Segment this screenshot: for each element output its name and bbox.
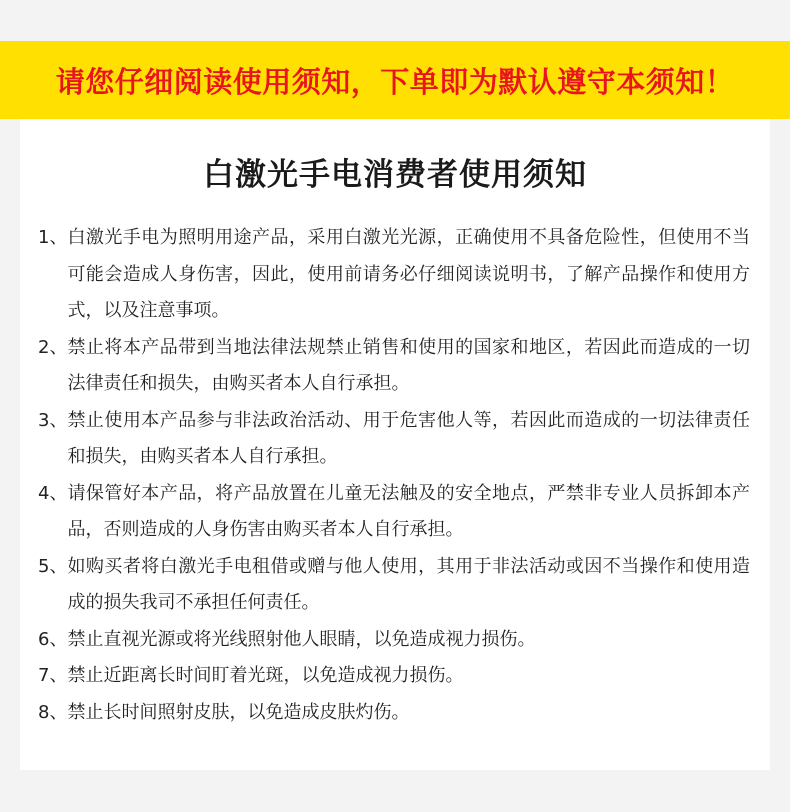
rule-number: 6、: [38, 628, 68, 650]
notice-title: 白激光手电消费者使用须知: [203, 157, 587, 193]
rule-number: 8、: [38, 701, 68, 723]
rule-item-6: [38, 622, 750, 659]
rule-number: 4、: [38, 482, 68, 504]
rule-text: 禁止长时间照射皮肤，以免造成皮肤灼伤。: [67, 701, 410, 723]
rule-text: 禁止使用本产品参与非法政治活动、用于危害他人等，若因此而造成的一切法律责任和损失，由购买者本人自行承担。: [67, 409, 750, 467]
rule-item-1: [38, 220, 750, 330]
rule-item-3: [38, 403, 750, 476]
notice-banner: [0, 41, 790, 119]
rule-number: 3、: [38, 409, 68, 431]
rule-item-2: [38, 330, 750, 403]
banner-text: 请您仔细阅读使用须知，下单即为默认遵守本须知！: [55, 64, 735, 99]
rule-text: 白激光手电为照明用途产品，采用白激光光源，正确使用不具备危险性，但使用不当可能会造成人身伤害，因此，使用前请务必仔细阅读说明书，了解产品操作和使用方式，以及注意事项。: [67, 227, 750, 321]
rule-number: 5、: [38, 555, 68, 577]
rule-text: 禁止近距离长时间盯着光斑，以免造成视力损伤。: [67, 665, 464, 686]
notice-card: [20, 119, 770, 770]
rule-item-7: [38, 658, 750, 695]
rule-text: 禁止将本产品带到当地法律法规禁止销售和使用的国家和地区，若因此而造成的一切法律责任和损失，由购买者本人自行承担。: [67, 336, 750, 394]
rule-text: 如购买者将白激光手电租借或赠与他人使用，其用于非法活动或因不当操作和使用造成的损失我司不承担任何责任。: [67, 555, 750, 613]
rule-number: 1、: [38, 227, 68, 248]
rule-number: 7、: [38, 665, 68, 686]
rule-text: 禁止直视光源或将光线照射他人眼睛，以免造成视力损伤。: [67, 628, 536, 650]
rule-item-5: [38, 549, 750, 622]
rules-list: [38, 220, 750, 731]
rule-number: 2、: [38, 336, 68, 358]
rule-item-4: [38, 476, 750, 549]
rule-text: 请保管好本产品，将产品放置在儿童无法触及的安全地点，严禁非专业人员拆卸本产品，否则造成的人身伤害由购买者本人自行承担。: [67, 482, 750, 540]
rule-item-8: [38, 695, 750, 732]
